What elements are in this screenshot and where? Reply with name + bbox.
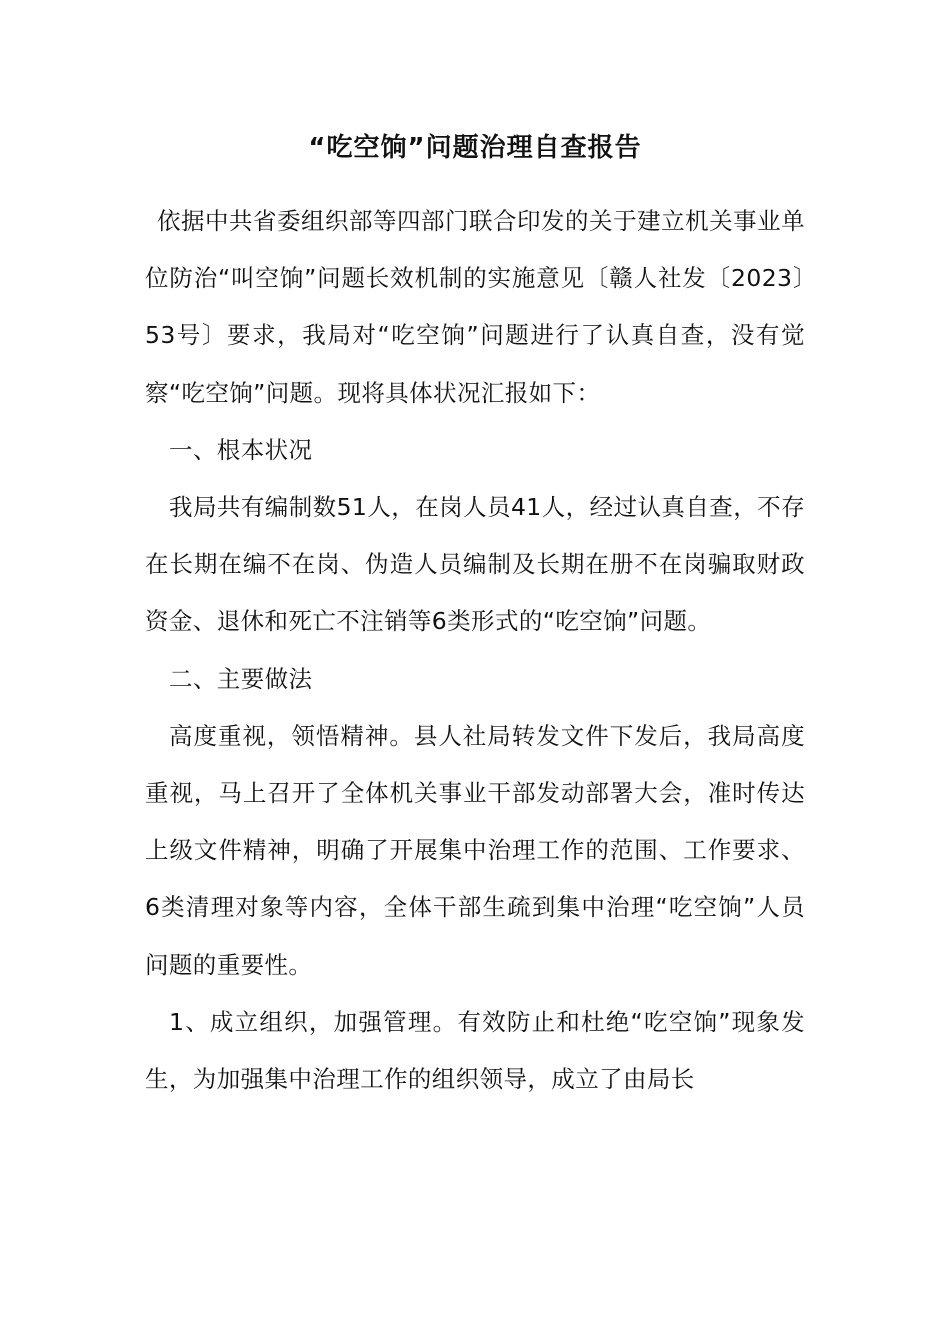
document-body bbox=[145, 193, 805, 1108]
section-heading-main-practices: 二、主要做法 bbox=[169, 664, 313, 693]
organization-paragraph: 1、成立组织，加强管理。有效防止和杜绝“吃空饷”现象发生，为加强集中治理工作的组织领导，成立了由局长 bbox=[145, 1007, 805, 1094]
main-practices-paragraph: 高度重视，领悟精神。县人社局转发文件下发后，我局高度重视，马上召开了全体机关事业干部发动部署大会，准时传达上级文件精神，明确了开展集中治理工作的范围、工作要求、6类清理对象等内容，全体干部生疏到集中治理“吃空饷”人员问题的重要性。 bbox=[145, 721, 805, 979]
intro-paragraph: 依据中共省委组织部等四部门联合印发的关于建立机关事业单位防治“叫空饷”问题长效机制的实施意见〔赣人社发〔2023〕53号〕要求，我局对“吃空饷”问题进行了认真自查，没有觉察“吃空饷”问题。现将具体状况汇报如下： bbox=[145, 207, 805, 407]
document-title: “吃空饷”问题治理自查报告 bbox=[308, 133, 642, 163]
basic-situation-paragraph: 我局共有编制数51人，在岗人员41人，经过认真自查，不存在长期在编不在岗、伪造人员编制及长期在册不在岗骗取财政资金、退休和死亡不注销等6类形式的“吃空饷”问题。 bbox=[145, 493, 805, 636]
section-heading-basic-situation: 一、根本状况 bbox=[169, 435, 313, 464]
